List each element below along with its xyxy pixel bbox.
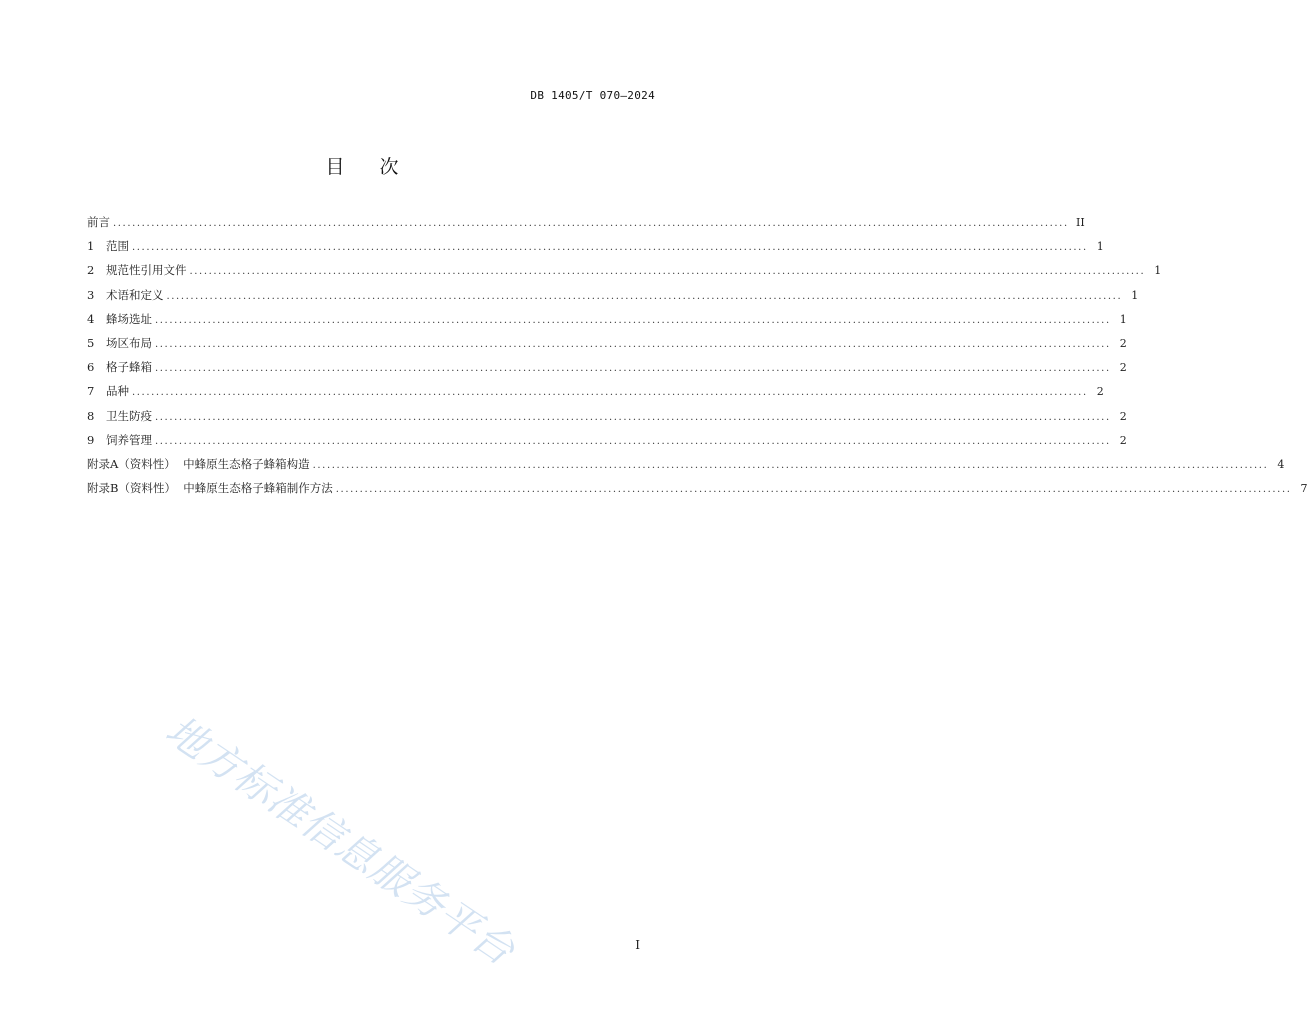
toc-entry-page: 2	[1119, 361, 1127, 375]
toc-entry[interactable]	[87, 238, 1104, 262]
toc-entry-number: 8	[87, 408, 95, 423]
toc-entry[interactable]	[87, 432, 1127, 456]
toc-entry-label: 场区布局	[106, 335, 152, 350]
watermark: 地方标准信息服务平台	[157, 707, 523, 975]
toc-entry-label: 卫生防疫	[106, 408, 152, 423]
document-code: DB 1405/T 070—2024	[530, 89, 655, 102]
toc-entry[interactable]	[87, 408, 1127, 432]
toc-entry[interactable]	[87, 480, 1308, 504]
page-number: I	[635, 938, 640, 952]
toc-entry-label: 附录B（资料性） 中蜂原生态格子蜂箱制作方法	[87, 481, 333, 496]
toc-entry[interactable]	[87, 335, 1127, 359]
toc-entry-page: 1	[1096, 240, 1104, 254]
toc-entry-number: 4	[87, 311, 95, 326]
toc-dot-leader: ........................................................................................................................................................................................................	[155, 338, 1111, 350]
toc-entry-label: 规范性引用文件	[106, 263, 187, 278]
toc-entry-label: 前言	[87, 215, 110, 229]
toc-entry-number: 6	[87, 360, 95, 375]
toc-entry-label: 蜂场选址	[106, 311, 152, 326]
toc-entry-number: 2	[87, 263, 95, 278]
title-char-1: 目	[325, 156, 345, 178]
toc-entry-label: 格子蜂箱	[106, 360, 152, 375]
toc-entry-number: 5	[87, 335, 95, 350]
toc-entry-page: 1	[1154, 264, 1162, 278]
toc-entry-page: 2	[1119, 336, 1127, 350]
toc-entry-label: 品种	[106, 384, 129, 399]
toc-dot-leader: ........................................................................................................................................................................................................	[155, 314, 1111, 326]
toc-entry-number: 3	[87, 287, 95, 302]
toc-entry[interactable]	[87, 359, 1127, 383]
toc-entry-page: 2	[1096, 385, 1104, 399]
toc-entry-number: 7	[87, 384, 95, 399]
toc-dot-leader: ........................................................................................................................................................................................................	[155, 435, 1111, 447]
toc-entry-page: 2	[1119, 409, 1127, 423]
table-of-contents	[87, 214, 1308, 504]
toc-entry-label: 术语和定义	[106, 287, 164, 302]
toc-entry-label: 附录A（资料性） 中蜂原生态格子蜂箱构造	[87, 456, 310, 471]
toc-entry-number: 1	[87, 239, 95, 254]
toc-entry-page: 4	[1277, 457, 1285, 471]
toc-entry[interactable]	[87, 287, 1139, 311]
toc-entry[interactable]	[87, 214, 1085, 238]
toc-entry-number: 9	[87, 432, 95, 447]
toc-entry[interactable]	[87, 383, 1104, 407]
toc-entry[interactable]	[87, 456, 1285, 480]
toc-entry-page: 1	[1131, 288, 1139, 302]
toc-entry-label: 范围	[106, 239, 129, 254]
toc-dot-leader: ........................................................................................................................................................................................................	[155, 411, 1111, 423]
toc-dot-leader: ........................................................................................................................................................................................................	[166, 290, 1123, 302]
toc-dot-leader: ........................................................................................................................................................................................................	[155, 363, 1111, 375]
toc-entry-page: 1	[1119, 312, 1127, 326]
page-title	[0, 152, 724, 179]
toc-entry-page: 7	[1300, 482, 1308, 496]
toc-dot-leader: ........................................................................................................................................................................................................	[312, 459, 1269, 471]
toc-entry-page: 2	[1119, 433, 1127, 447]
toc-entry[interactable]	[87, 262, 1162, 286]
toc-entry[interactable]	[87, 311, 1127, 335]
toc-dot-leader: ........................................................................................................................................................................................................	[132, 387, 1088, 399]
toc-dot-leader: ........................................................................................................................................................................................................	[113, 218, 1069, 229]
toc-dot-leader: ........................................................................................................................................................................................................	[132, 242, 1088, 254]
toc-entry-page: II	[1076, 216, 1085, 229]
toc-dot-leader: ........................................................................................................................................................................................................	[189, 266, 1146, 278]
toc-dot-leader: ........................................................................................................................................................................................................	[335, 484, 1292, 496]
title-char-2: 次	[379, 156, 399, 178]
toc-entry-label: 饲养管理	[106, 432, 152, 447]
